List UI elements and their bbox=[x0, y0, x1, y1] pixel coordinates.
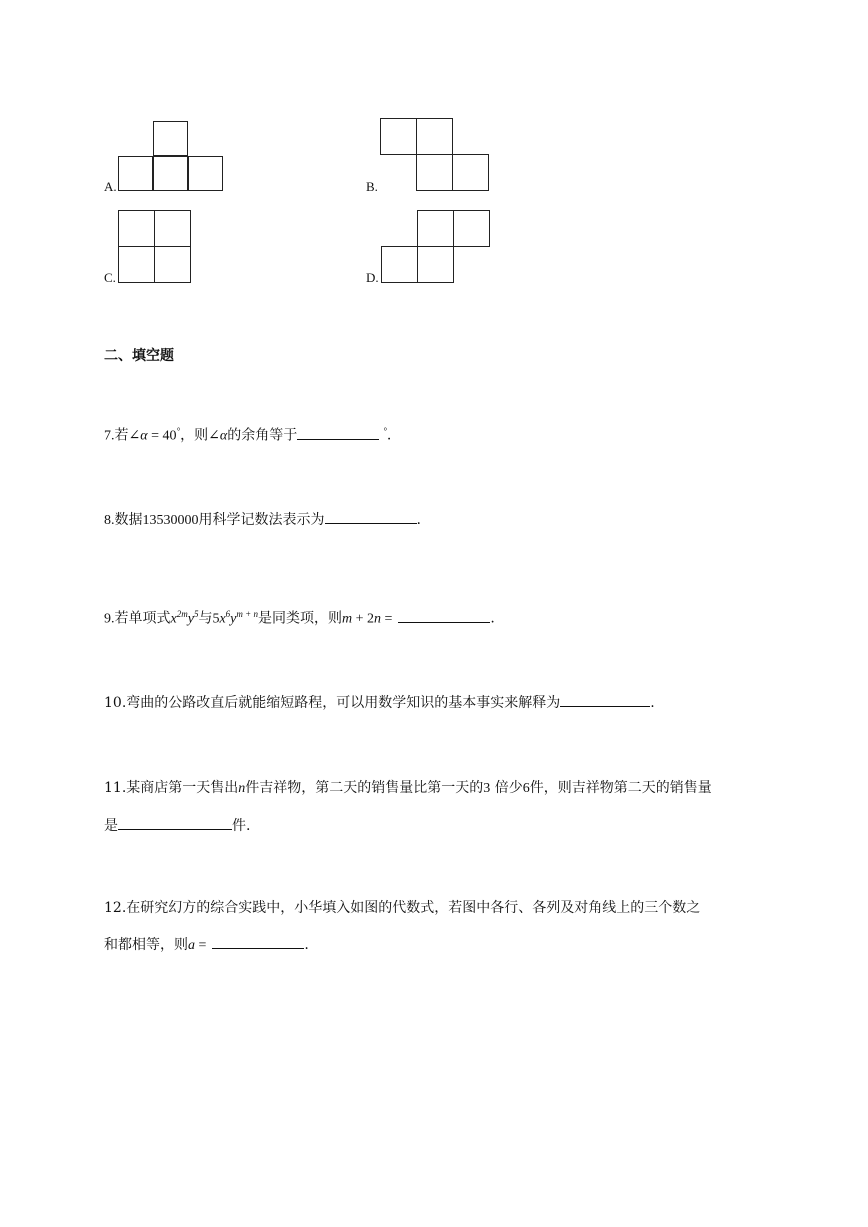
var-a: a bbox=[188, 938, 195, 953]
q8-end: . bbox=[416, 512, 421, 528]
var-m: m bbox=[341, 611, 353, 627]
q7-end: . bbox=[386, 427, 392, 444]
net-square bbox=[381, 246, 418, 283]
net-square bbox=[118, 246, 155, 283]
answer-blank[interactable] bbox=[212, 934, 304, 949]
net-square bbox=[154, 210, 191, 247]
net-square bbox=[452, 154, 489, 191]
option-b-label: B. bbox=[366, 179, 378, 194]
var-n: n bbox=[373, 611, 381, 627]
q9-text-3: 是同类项，则 bbox=[257, 610, 342, 627]
exponent: 5 bbox=[193, 609, 199, 619]
q12-line-2: 和都相等，则 bbox=[104, 937, 188, 953]
q12-end: . bbox=[304, 937, 309, 953]
question-7 bbox=[104, 421, 391, 447]
net-square bbox=[453, 210, 490, 247]
q11-text-1: 11.某商店第一天售出 bbox=[104, 780, 239, 796]
q7-alpha-2: α bbox=[219, 428, 228, 444]
degree-symbol: ° bbox=[176, 426, 181, 436]
exponent: 2m bbox=[176, 609, 188, 619]
q7-text-3: 的余角等于 bbox=[227, 427, 298, 444]
question-11-line-2 bbox=[104, 815, 250, 836]
exponent: m + n bbox=[236, 609, 258, 619]
net-square bbox=[416, 154, 453, 191]
answer-blank[interactable] bbox=[297, 425, 379, 440]
q9-end: . bbox=[490, 610, 495, 627]
q7-text-1: 若∠ bbox=[114, 427, 141, 444]
net-square bbox=[153, 156, 188, 191]
question-number: 7. bbox=[104, 428, 115, 444]
q7-equals: = 40 bbox=[147, 428, 177, 444]
net-square bbox=[118, 210, 155, 247]
answer-blank[interactable] bbox=[560, 692, 650, 707]
exponent: 6 bbox=[225, 609, 231, 619]
q11-text-2: 件吉祥物，第二天的销售量比第一天的 bbox=[245, 780, 484, 796]
var-x: x bbox=[219, 611, 226, 627]
q9-text-2: 与 bbox=[198, 610, 213, 627]
option-c-net bbox=[118, 210, 192, 283]
net-square bbox=[380, 118, 417, 155]
q11-end: 件. bbox=[232, 818, 251, 834]
section-title: 二、填空题 bbox=[104, 348, 174, 364]
q10-text: 10.弯曲的公路改直后就能缩短路程，可以用数学知识的基本事实来解释为 bbox=[104, 695, 561, 711]
answer-blank[interactable] bbox=[325, 509, 417, 524]
option-d-label: D. bbox=[366, 270, 379, 285]
question-10 bbox=[104, 692, 655, 713]
q12-equals: = bbox=[195, 938, 207, 953]
q8-value: 13530000 bbox=[142, 513, 199, 528]
var-y: y bbox=[230, 611, 237, 627]
q11-line-2: 是 bbox=[104, 818, 118, 834]
q11-text-4: 件，则吉祥物第二天的销售量 bbox=[529, 780, 712, 796]
answer-blank[interactable] bbox=[398, 608, 490, 623]
question-12 bbox=[104, 898, 700, 918]
coefficient: 5 bbox=[212, 611, 220, 627]
q10-end: . bbox=[650, 695, 655, 711]
q8-text-2: 用科学记数法表示为 bbox=[198, 512, 325, 528]
net-square bbox=[188, 156, 223, 191]
question-number: 9. bbox=[104, 611, 115, 627]
var-y: y bbox=[187, 611, 194, 627]
q8-text-1: 数据 bbox=[114, 512, 143, 528]
option-a-net bbox=[118, 121, 224, 192]
net-square bbox=[417, 210, 454, 247]
net-square bbox=[154, 246, 191, 283]
question-11 bbox=[104, 778, 712, 799]
net-square bbox=[417, 246, 454, 283]
answer-blank[interactable] bbox=[118, 815, 232, 830]
q11-text-3: 倍少 bbox=[490, 780, 523, 796]
var-n: n bbox=[238, 781, 246, 796]
option-b-net bbox=[380, 118, 491, 192]
q9-equals: = bbox=[380, 611, 393, 627]
net-square bbox=[153, 121, 188, 156]
option-c-label: C. bbox=[104, 270, 116, 285]
option-d-net bbox=[381, 210, 493, 283]
question-8 bbox=[104, 509, 421, 531]
q12-line-1: 12.在研究幻方的综合实践中，小华填入如图的代数式，若图中各行、各列及对角线上的三个数之 bbox=[104, 900, 701, 916]
net-square bbox=[118, 156, 153, 191]
q9-text-1: 若单项式 bbox=[114, 610, 171, 627]
question-12-line-2 bbox=[104, 934, 309, 956]
q11-three: 3 bbox=[483, 781, 491, 796]
net-square bbox=[416, 118, 453, 155]
q11-six: 6 bbox=[522, 781, 530, 796]
q9-plus: + 2 bbox=[352, 611, 374, 627]
question-number: 8. bbox=[104, 513, 115, 528]
q7-alpha: α bbox=[140, 428, 148, 444]
var-x: x bbox=[170, 611, 177, 627]
option-a-label: A. bbox=[104, 179, 117, 194]
q7-text-2: ，则∠ bbox=[180, 427, 220, 444]
degree-symbol: ° bbox=[383, 426, 387, 436]
question-9 bbox=[104, 604, 495, 630]
